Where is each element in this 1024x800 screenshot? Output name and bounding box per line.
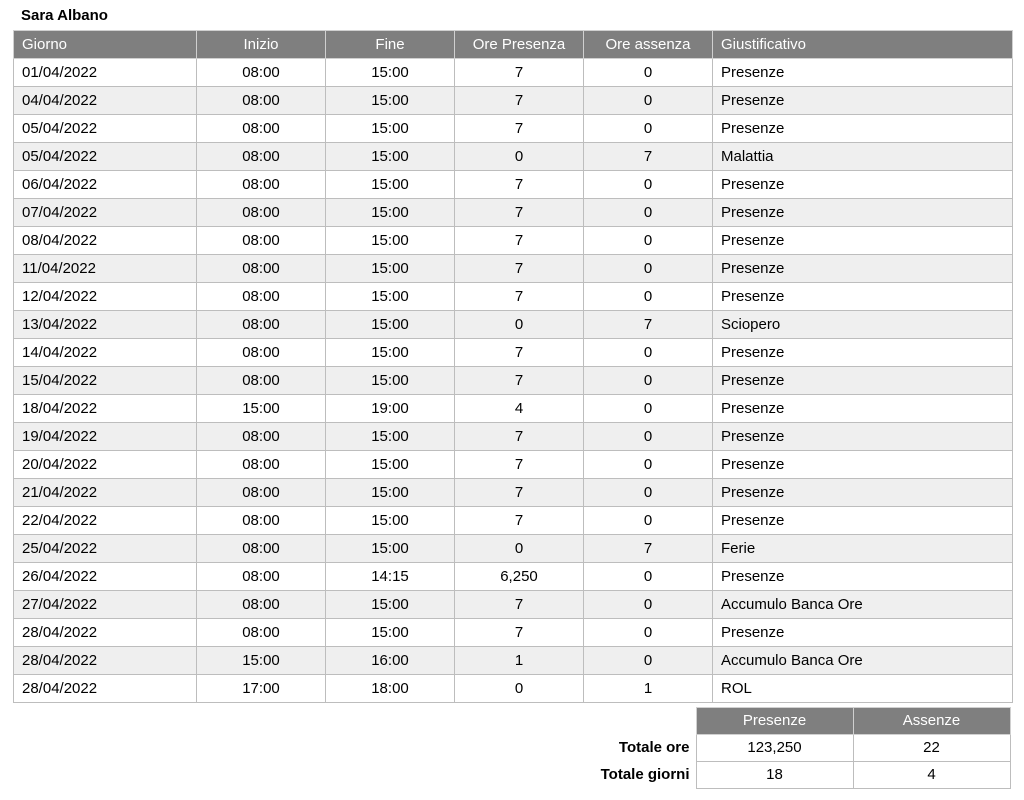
ore-presenza-cell: 0 [455, 535, 584, 563]
summary-row-totale-giorni [585, 762, 1010, 789]
column-header-fine: Fine [326, 31, 455, 59]
giorno-cell: 15/04/2022 [14, 367, 197, 395]
table-row [14, 591, 1013, 619]
summary-header-row [585, 708, 1010, 735]
ore-assenza-cell: 7 [584, 535, 713, 563]
table-header-row [14, 31, 1013, 59]
giustificativo-cell: Presenze [713, 199, 1013, 227]
table-row [14, 143, 1013, 171]
giustificativo-cell: Presenze [713, 507, 1013, 535]
giorno-cell: 14/04/2022 [14, 339, 197, 367]
table-row [14, 87, 1013, 115]
giorno-cell: 01/04/2022 [14, 59, 197, 87]
giorno-cell: 12/04/2022 [14, 283, 197, 311]
ore-assenza-cell: 0 [584, 423, 713, 451]
giorno-cell: 28/04/2022 [14, 647, 197, 675]
ore-assenza-cell: 0 [584, 647, 713, 675]
fine-cell: 16:00 [326, 647, 455, 675]
ore-assenza-cell: 0 [584, 619, 713, 647]
ore-presenza-cell: 7 [455, 227, 584, 255]
fine-cell: 15:00 [326, 255, 455, 283]
ore-presenza-cell: 1 [455, 647, 584, 675]
inizio-cell: 08:00 [197, 507, 326, 535]
table-row [14, 115, 1013, 143]
inizio-cell: 08:00 [197, 171, 326, 199]
fine-cell: 15:00 [326, 59, 455, 87]
giustificativo-cell: Presenze [713, 423, 1013, 451]
fine-cell: 15:00 [326, 311, 455, 339]
giorno-cell: 05/04/2022 [14, 143, 197, 171]
summary-value-presenze: 123,250 [696, 735, 853, 762]
giorno-cell: 13/04/2022 [14, 311, 197, 339]
attendance-table [13, 30, 1013, 703]
table-row [14, 171, 1013, 199]
fine-cell: 15:00 [326, 171, 455, 199]
table-row [14, 563, 1013, 591]
inizio-cell: 08:00 [197, 423, 326, 451]
ore-presenza-cell: 7 [455, 283, 584, 311]
inizio-cell: 15:00 [197, 647, 326, 675]
ore-presenza-cell: 7 [455, 451, 584, 479]
table-row [14, 507, 1013, 535]
ore-assenza-cell: 0 [584, 199, 713, 227]
summary-header-assenze: Assenze [853, 708, 1010, 735]
column-header-giorno: Giorno [14, 31, 197, 59]
giorno-cell: 28/04/2022 [14, 619, 197, 647]
giorno-cell: 18/04/2022 [14, 395, 197, 423]
fine-cell: 15:00 [326, 535, 455, 563]
table-row [14, 199, 1013, 227]
ore-assenza-cell: 0 [584, 591, 713, 619]
giorno-cell: 28/04/2022 [14, 675, 197, 703]
ore-assenza-cell: 0 [584, 255, 713, 283]
fine-cell: 15:00 [326, 479, 455, 507]
summary-header-spacer [585, 708, 696, 735]
summary-table [585, 707, 1011, 789]
fine-cell: 15:00 [326, 619, 455, 647]
giustificativo-cell: Presenze [713, 171, 1013, 199]
ore-presenza-cell: 7 [455, 423, 584, 451]
table-row [14, 675, 1013, 703]
summary-value-assenze: 22 [853, 735, 1010, 762]
table-row [14, 227, 1013, 255]
giustificativo-cell: Presenze [713, 395, 1013, 423]
ore-presenza-cell: 7 [455, 507, 584, 535]
ore-presenza-cell: 6,250 [455, 563, 584, 591]
fine-cell: 15:00 [326, 199, 455, 227]
ore-presenza-cell: 0 [455, 143, 584, 171]
giorno-cell: 27/04/2022 [14, 591, 197, 619]
ore-presenza-cell: 7 [455, 619, 584, 647]
ore-assenza-cell: 0 [584, 479, 713, 507]
giustificativo-cell: Presenze [713, 339, 1013, 367]
ore-presenza-cell: 7 [455, 199, 584, 227]
fine-cell: 18:00 [326, 675, 455, 703]
giustificativo-cell: Presenze [713, 255, 1013, 283]
ore-assenza-cell: 0 [584, 507, 713, 535]
ore-assenza-cell: 0 [584, 227, 713, 255]
summary-label: Totale ore [618, 739, 690, 756]
summary-label: Totale giorni [600, 766, 690, 783]
inizio-cell: 08:00 [197, 619, 326, 647]
summary-value-presenze: 18 [696, 762, 853, 789]
giorno-cell: 25/04/2022 [14, 535, 197, 563]
ore-assenza-cell: 0 [584, 367, 713, 395]
fine-cell: 15:00 [326, 87, 455, 115]
giustificativo-cell: ROL [713, 675, 1013, 703]
giustificativo-cell: Malattia [713, 143, 1013, 171]
inizio-cell: 08:00 [197, 563, 326, 591]
giustificativo-cell: Presenze [713, 367, 1013, 395]
inizio-cell: 08:00 [197, 255, 326, 283]
inizio-cell: 08:00 [197, 59, 326, 87]
giustificativo-cell: Presenze [713, 283, 1013, 311]
fine-cell: 15:00 [326, 283, 455, 311]
ore-presenza-cell: 7 [455, 255, 584, 283]
inizio-cell: 08:00 [197, 591, 326, 619]
table-row [14, 367, 1013, 395]
table-row [14, 283, 1013, 311]
table-row [14, 395, 1013, 423]
ore-assenza-cell: 1 [584, 675, 713, 703]
report-title: Sara Albano [21, 7, 108, 24]
giorno-cell: 08/04/2022 [14, 227, 197, 255]
table-row [14, 647, 1013, 675]
summary-header-presenze: Presenze [696, 708, 853, 735]
table-row [14, 535, 1013, 563]
giorno-cell: 06/04/2022 [14, 171, 197, 199]
ore-presenza-cell: 7 [455, 115, 584, 143]
table-row [14, 479, 1013, 507]
inizio-cell: 08:00 [197, 479, 326, 507]
inizio-cell: 08:00 [197, 227, 326, 255]
inizio-cell: 08:00 [197, 367, 326, 395]
ore-presenza-cell: 0 [455, 675, 584, 703]
inizio-cell: 15:00 [197, 395, 326, 423]
table-row [14, 423, 1013, 451]
ore-assenza-cell: 7 [584, 311, 713, 339]
giustificativo-cell: Presenze [713, 479, 1013, 507]
ore-assenza-cell: 0 [584, 171, 713, 199]
fine-cell: 15:00 [326, 143, 455, 171]
inizio-cell: 08:00 [197, 115, 326, 143]
inizio-cell: 17:00 [197, 675, 326, 703]
giustificativo-cell: Presenze [713, 59, 1013, 87]
giustificativo-cell: Presenze [713, 87, 1013, 115]
giorno-cell: 22/04/2022 [14, 507, 197, 535]
giustificativo-cell: Presenze [713, 115, 1013, 143]
fine-cell: 15:00 [326, 115, 455, 143]
giustificativo-cell: Accumulo Banca Ore [713, 647, 1013, 675]
column-header-giustificativo: Giustificativo [713, 31, 1013, 59]
inizio-cell: 08:00 [197, 87, 326, 115]
table-row [14, 255, 1013, 283]
table-row [14, 619, 1013, 647]
ore-assenza-cell: 0 [584, 87, 713, 115]
giorno-cell: 21/04/2022 [14, 479, 197, 507]
ore-assenza-cell: 0 [584, 395, 713, 423]
table-row [14, 311, 1013, 339]
fine-cell: 15:00 [326, 339, 455, 367]
ore-assenza-cell: 0 [584, 115, 713, 143]
giorno-cell: 11/04/2022 [14, 255, 197, 283]
inizio-cell: 08:00 [197, 283, 326, 311]
giorno-cell: 26/04/2022 [14, 563, 197, 591]
giustificativo-cell: Presenze [713, 563, 1013, 591]
giorno-cell: 07/04/2022 [14, 199, 197, 227]
ore-presenza-cell: 7 [455, 339, 584, 367]
column-header-ore-assenza: Ore assenza [584, 31, 713, 59]
giustificativo-cell: Sciopero [713, 311, 1013, 339]
inizio-cell: 08:00 [197, 199, 326, 227]
ore-presenza-cell: 7 [455, 59, 584, 87]
giorno-cell: 04/04/2022 [14, 87, 197, 115]
ore-presenza-cell: 0 [455, 311, 584, 339]
giorno-cell: 05/04/2022 [14, 115, 197, 143]
inizio-cell: 08:00 [197, 535, 326, 563]
ore-presenza-cell: 7 [455, 171, 584, 199]
inizio-cell: 08:00 [197, 143, 326, 171]
summary-row-totale-ore [585, 735, 1010, 762]
inizio-cell: 08:00 [197, 451, 326, 479]
ore-presenza-cell: 7 [455, 479, 584, 507]
ore-assenza-cell: 7 [584, 143, 713, 171]
table-row [14, 339, 1013, 367]
summary-value-assenze: 4 [853, 762, 1010, 789]
giustificativo-cell: Presenze [713, 451, 1013, 479]
giorno-cell: 20/04/2022 [14, 451, 197, 479]
ore-presenza-cell: 4 [455, 395, 584, 423]
ore-assenza-cell: 0 [584, 563, 713, 591]
giustificativo-cell: Ferie [713, 535, 1013, 563]
table-row [14, 451, 1013, 479]
column-header-ore-presenza: Ore Presenza [455, 31, 584, 59]
inizio-cell: 08:00 [197, 311, 326, 339]
ore-presenza-cell: 7 [455, 367, 584, 395]
ore-presenza-cell: 7 [455, 87, 584, 115]
giustificativo-cell: Accumulo Banca Ore [713, 591, 1013, 619]
fine-cell: 14:15 [326, 563, 455, 591]
ore-assenza-cell: 0 [584, 451, 713, 479]
giustificativo-cell: Presenze [713, 227, 1013, 255]
ore-assenza-cell: 0 [584, 339, 713, 367]
giustificativo-cell: Presenze [713, 619, 1013, 647]
fine-cell: 15:00 [326, 423, 455, 451]
table-row [14, 59, 1013, 87]
column-header-inizio: Inizio [197, 31, 326, 59]
fine-cell: 15:00 [326, 227, 455, 255]
fine-cell: 19:00 [326, 395, 455, 423]
fine-cell: 15:00 [326, 367, 455, 395]
ore-assenza-cell: 0 [584, 59, 713, 87]
fine-cell: 15:00 [326, 507, 455, 535]
ore-presenza-cell: 7 [455, 591, 584, 619]
inizio-cell: 08:00 [197, 339, 326, 367]
ore-assenza-cell: 0 [584, 283, 713, 311]
fine-cell: 15:00 [326, 451, 455, 479]
giorno-cell: 19/04/2022 [14, 423, 197, 451]
fine-cell: 15:00 [326, 591, 455, 619]
